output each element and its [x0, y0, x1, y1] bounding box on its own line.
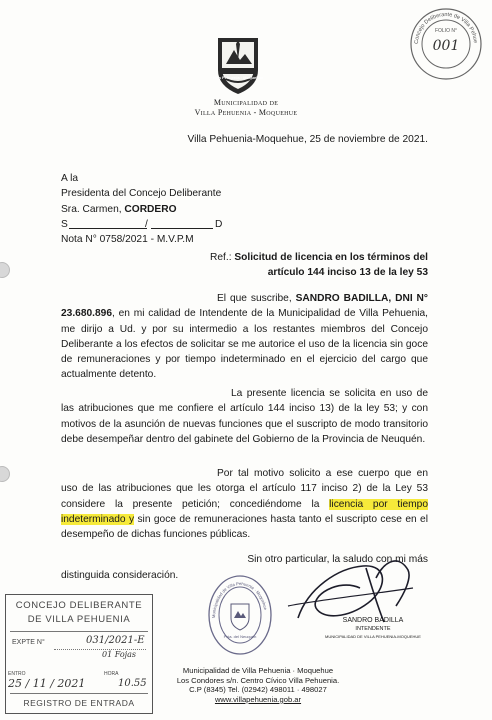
paragraph-2 — [61, 386, 428, 447]
folio-number: 001 — [432, 38, 460, 54]
reference-subject-2: artículo 144 inciso 13 de la ley 53 — [267, 267, 428, 279]
municipal-seal — [207, 574, 273, 656]
note-number: Nota N° 0758/2021 - M.V.P.M — [61, 233, 194, 245]
p2-text: La presente licencia se solicita en uso de las atribuciones que me confiere el artículo 144 inciso 13) de la ley 53; y con motivos de la asunción de nuevas funciones que el suscripto de modo transitorio debe desempeñar dentro del gabinete del Gobierno de la Provincia de Neuquén. — [61, 388, 428, 445]
p3-highlight-2: indeterminado y — [61, 513, 135, 525]
signatory-name: SANDRO BADILLA — [342, 617, 404, 624]
address-block — [61, 171, 301, 247]
p3-text-a: Por tal motivo solicito a ese cuerpo que en uso de las atribuciones que les otorga el artículo 117 inciso 2) de la Ley 53 considere la presente petición; concediéndome la — [61, 468, 428, 510]
p3-highlight-1: licencia por tiempo — [329, 498, 428, 510]
address-s: S — [61, 218, 68, 230]
p1-dni: 23.680.896 — [61, 308, 112, 320]
org-name-line1: Municipalidad de — [213, 98, 279, 107]
paragraph-1 — [61, 291, 428, 383]
punch-hole — [0, 262, 10, 278]
folio-label: FOLIO N° — [434, 28, 457, 34]
address-surname: CORDERO — [124, 203, 177, 215]
place-date: Villa Pehuenia-Moquehue, 25 de noviembre de 2021. — [187, 134, 428, 145]
seal-bottom-text: Pcia. del Neuquén — [223, 634, 257, 639]
municipal-crest — [212, 34, 264, 96]
footer-line2: Los Condores s/n. Centro Cívico Villa Pehuenia. — [176, 675, 340, 685]
crest-text: Villa Pehuenia · Moquehue — [212, 75, 264, 80]
p1-intro: El que suscribe, — [217, 293, 296, 304]
reference — [160, 250, 428, 281]
reference-label: Ref.: — [210, 252, 235, 263]
expte-label: EXPTE N° — [12, 639, 45, 646]
reference-subject-1: Solicitud de licencia en los términos del — [234, 252, 428, 263]
closing-line1: Sin otro particular, la saludo con mi más — [247, 554, 428, 565]
folio-ring-text: Concejo Deliberante de Villa Pehue — [413, 11, 479, 45]
org-name-line2: Villa Pehuenia - Moquehue — [194, 108, 298, 117]
p1-name: SANDRO BADILLA, DNI N° — [295, 293, 428, 304]
address-d: D — [215, 218, 223, 230]
reference-line1 — [160, 250, 428, 265]
folio-value: 01 Fojas — [102, 650, 137, 659]
entrada-date: 25 / 11 / 2021 — [8, 677, 86, 690]
address-title: Sra. Carmen, — [61, 203, 125, 215]
address-line1: A la — [61, 173, 78, 184]
registry-footer: REGISTRO DE ENTRADA — [23, 698, 135, 708]
entrada-label: ENTRO — [8, 671, 26, 677]
seal-ring-text: Municipalidad de Villa Pehuenia · Moquehue — [210, 580, 269, 619]
address-line4 — [61, 217, 301, 232]
footer-line3: C.P (8345) Tel. (02942) 498011 · 498027 — [189, 685, 327, 695]
p3-text-b: sin goce de remuneraciones hasta tanto el suscripto cese en el desempeño de dichas funciones públicas. — [61, 513, 428, 541]
p1-rest: , en mi calidad de Intendente de la Municipalidad de Villa Pehuenia, me dirijo a Ud. y por su intermedio a los restantes miembros del Concejo Deliberante a los efectos de solicitar se me autorice el uso de la licencia sin goce de remuneraciones y por tiempo indeterminado en el ejercicio del cargo que actualmente detento. — [61, 308, 428, 381]
address-line2: Presidenta del Concejo Deliberante — [61, 188, 222, 200]
expte-value: 031/2021-E — [86, 635, 145, 646]
registry-stamp — [5, 594, 153, 714]
address-slash: / — [145, 218, 148, 230]
address-line3 — [61, 202, 301, 217]
footer — [156, 666, 360, 704]
folio-stamp — [408, 6, 484, 82]
reference-line2 — [160, 265, 428, 280]
registry-line1: CONCEJO DELIBERANTE — [15, 600, 143, 611]
signatory-org: MUNICIPALIDAD DE VILLA PEHUENIA-MOQUEHUE — [325, 634, 421, 639]
closing-line2: distinguida consideración. — [61, 570, 179, 581]
signatory-title: INTENDENTE — [355, 626, 391, 632]
footer-line1: Municipalidad de Villa Pehuenia · Moquehue — [182, 666, 334, 675]
punch-hole — [0, 466, 10, 482]
footer-website-link[interactable]: www.villapehuenia.gob.ar — [214, 694, 302, 704]
hora-label: HORA — [104, 671, 119, 677]
registry-line2: DE VILLA PEHUENIA — [27, 614, 131, 625]
hora-value: 10.55 — [118, 678, 147, 689]
paragraph-3 — [61, 466, 428, 542]
